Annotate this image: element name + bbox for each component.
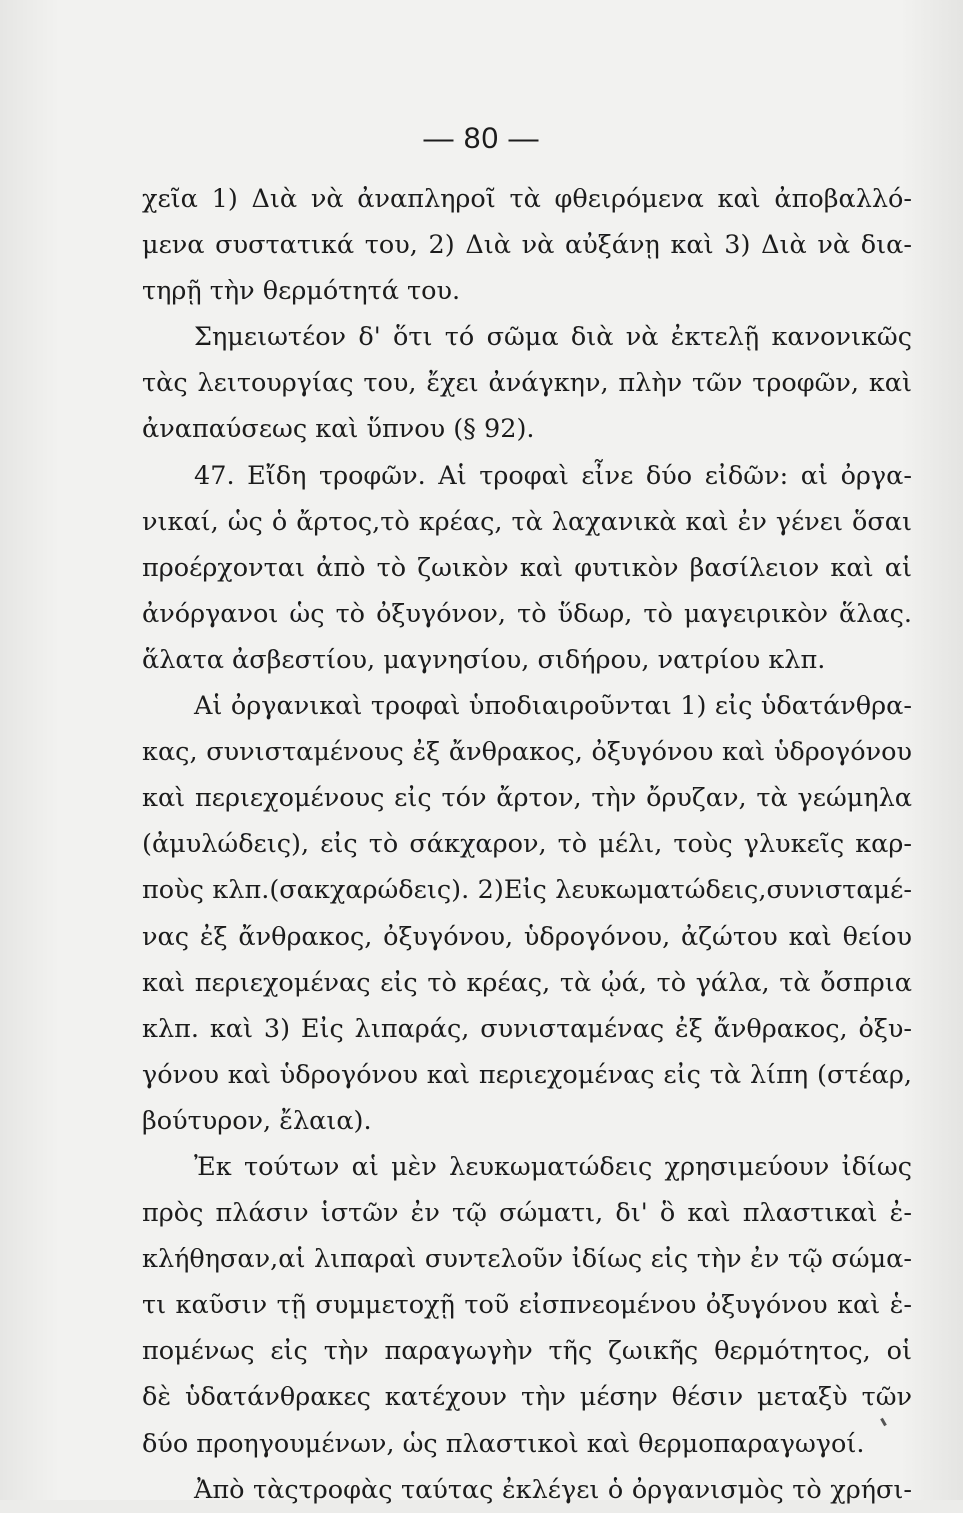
text-line: τὰς λειτουργίας του, ἔχει ἀνάγκην, πλὴν τῶν τροφῶν, καὶ [142, 368, 912, 399]
text-line: τηρῇ τὴν θερμότητά του. [142, 276, 461, 307]
body-text [142, 176, 912, 1513]
text-line: κλπ. καὶ 3) Εἰς λιπαράς, συνισταμένας ἐξ ἄνθρακος, ὀξυ- [142, 1013, 912, 1044]
text-line: χεῖα 1) Διὰ νὰ ἀναπληροῖ τὰ φθειρόμενα καὶ ἀποβαλλό- [142, 184, 912, 214]
text-line: δύο προηγουμένων, ὡς πλαστικοὶ καὶ θερμοπαραγωγοί. [142, 1428, 865, 1459]
text-line: ποὺς κλπ.(σακχαρώδεις). 2)Εἰς λευκωματώδεις,συνισταμέ- [142, 875, 912, 906]
text-line: Σημειωτέον δ' ὅτι τό σῶμα διὰ νὰ ἐκτελῇ κανονικῶς [194, 322, 912, 353]
text-line: βούτυρον, ἔλαια). [142, 1105, 372, 1136]
text-line: Ἐκ τούτων αἱ μὲν λευκωματώδεις χρησιμεύουν ἰδίως [194, 1151, 912, 1182]
text-line: ἅλατα ἀσβεστίου, μαγνησίου, σιδήρου, νατρίου κλπ. [142, 644, 826, 675]
section-heading-line: 47. Εἴδη τροφῶν. Αἱ τροφαὶ εἶνε δύο εἰδῶν: αἱ ὀργα- [194, 460, 912, 491]
text-line: κλήθησαν,αἱ λιπαραὶ συντελοῦν ἰδίως εἰς τὴν ἐν τῷ σώμα- [142, 1244, 912, 1275]
text-line: ἀνόργανοι ὡς τὸ ὀξυγόνον, τὸ ὕδωρ, τὸ μαγειρικὸν ἅλας. [142, 598, 912, 629]
text-line: νας ἐξ ἄνθρακος, ὀξυγόνου, ὑδρογόνου, ἀζώτου καὶ θείου [142, 921, 912, 952]
page-number: — 80 — [423, 122, 540, 155]
text-line: νικαί, ὡς ὁ ἄρτος,τὸ κρέας, τὰ λαχανικὰ καὶ ἐν γένει ὅσαι [142, 506, 912, 537]
text-line: μενα συστατικά του, 2) Διὰ νὰ αὐξάνῃ καὶ 3) Διὰ νὰ δια- [142, 230, 912, 261]
text-line: τι καῦσιν τῇ συμμετοχῇ τοῦ εἰσπνεομένου ὀξυγόνου καὶ ἑ- [142, 1290, 912, 1321]
text-line: ἀναπαύσεως καὶ ὕπνου (§ 92). [142, 414, 535, 445]
text-line: προέρχονται ἀπὸ τὸ ζωικὸν καὶ φυτικὸν βασίλειον καὶ αἱ [142, 552, 912, 583]
text-line: (ἀμυλώδεις), εἰς τὸ σάκχαρον, τὸ μέλι, τοὺς γλυκεῖς καρ- [142, 829, 912, 860]
text-line: πομένως εἰς τὴν παραγωγὴν τῆς ζωικῆς θερμότητος, οἱ [142, 1336, 912, 1367]
text-line: πρὸς πλάσιν ἱστῶν ἐν τῷ σώματι, δι' ὃ καὶ πλαστικαὶ ἐ- [142, 1198, 912, 1229]
text-line: Αἱ ὀργανικαὶ τροφαὶ ὑποδιαιροῦνται 1) εἰς ὑδατάνθρα- [194, 691, 912, 722]
text-line: Ἀπὸ τὰςτροφὰς ταύτας ἐκλέγει ὁ ὀργανισμὸς τὸ χρήσι- [194, 1474, 912, 1505]
text-line: καὶ περιεχομένας εἰς τὸ κρέας, τὰ ᾠά, τὸ γάλα, τὰ ὄσπρια [142, 967, 912, 998]
text-line: καὶ περιεχομένους εἰς τόν ἄρτον, τὴν ὄρυζαν, τὰ γεώμηλα [142, 783, 912, 814]
text-line: κας, συνισταμένους ἐξ ἄνθρακος, ὀξυγόνου καὶ ὑδρογόνου [142, 737, 912, 768]
text-line: γόνου καὶ ὑδρογόνου καὶ περιεχομένας εἰς τὰ λίπη (στέαρ, [142, 1059, 912, 1090]
text-line: δὲ ὑδατάνθρακες κατέχουν τὴν μέσην θέσιν μεταξὺ τῶν [142, 1382, 912, 1413]
